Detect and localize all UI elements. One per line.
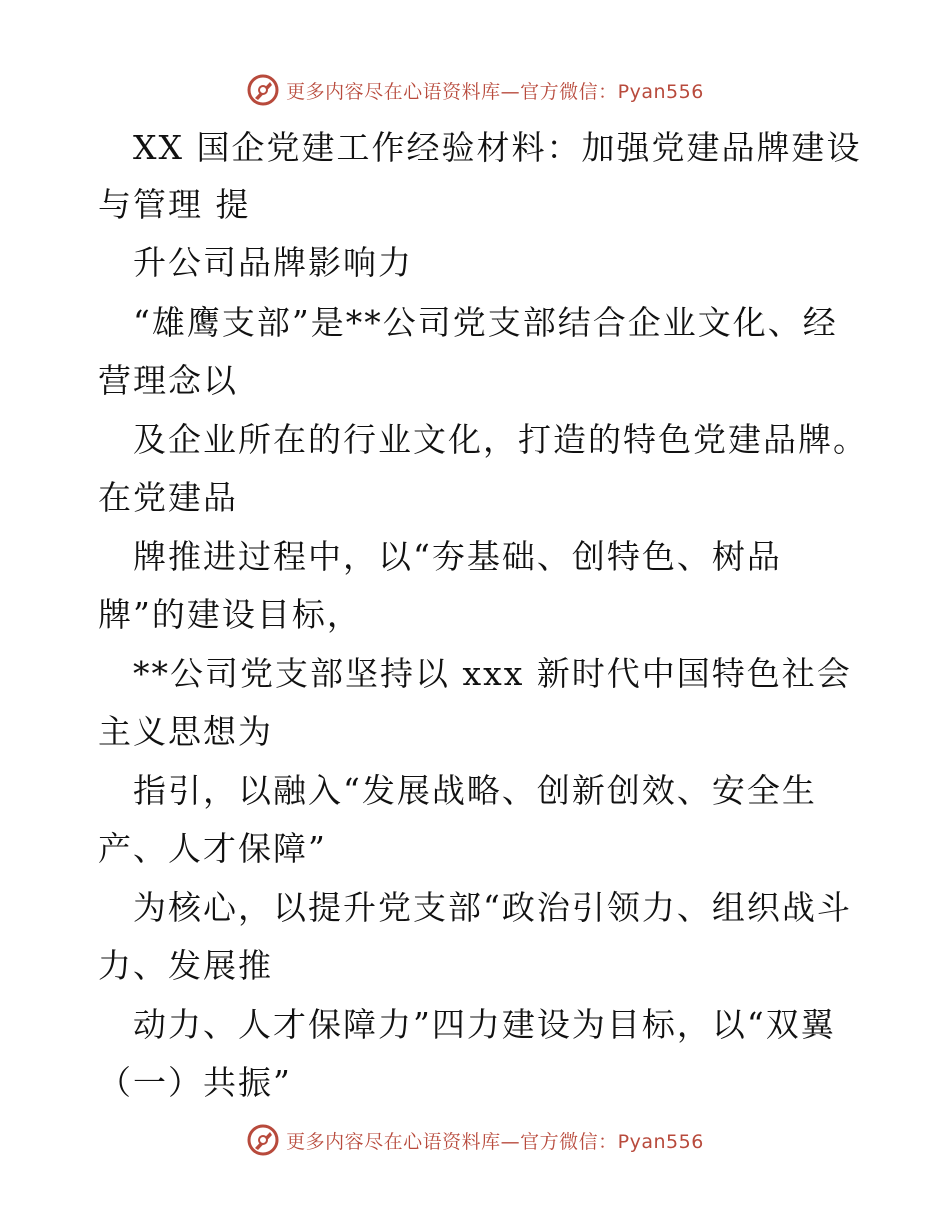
text-line: （一）共振” <box>98 1063 292 1102</box>
text-line: 升公司品牌影响力 <box>133 243 413 282</box>
watermark-text: 更多内容尽在心语资料库—官方微信：Pyan556 <box>286 80 704 103</box>
text-line: “雄鹰支部”是**公司党支部结合企业文化、经 <box>133 303 838 342</box>
text-line: 力、发展推 <box>98 946 273 985</box>
text-line: 产、人才保障” <box>98 829 327 868</box>
text-line: 与管理 提 <box>98 185 251 224</box>
quill-circle-icon <box>246 1123 280 1157</box>
text-line: 营理念以 <box>98 361 238 400</box>
text-line: 及企业所在的行业文化，打造的特色党建品牌。 <box>133 420 868 459</box>
text-line: **公司党支部坚持以 xxx 新时代中国特色社会 <box>133 654 852 693</box>
text-line: 主义思想为 <box>98 712 273 751</box>
footer-watermark <box>0 1120 950 1160</box>
text-line: 牌”的建设目标， <box>98 595 362 634</box>
text-line: XX 国企党建工作经验材料：加强党建品牌建设 <box>133 128 862 167</box>
text-line: 为核心，以提升党支部“政治引领力、组织战斗 <box>133 888 852 927</box>
text-line: 指引，以融入“发展战略、创新创效、安全生 <box>133 771 817 810</box>
text-line: 在党建品 <box>98 478 238 517</box>
text-line: 动力、人才保障力”四力建设为目标，以“双翼 <box>133 1005 836 1044</box>
watermark-text: 更多内容尽在心语资料库—官方微信：Pyan556 <box>286 1130 704 1153</box>
text-line: 牌推进过程中，以“夯基础、创特色、树品 <box>133 537 782 576</box>
